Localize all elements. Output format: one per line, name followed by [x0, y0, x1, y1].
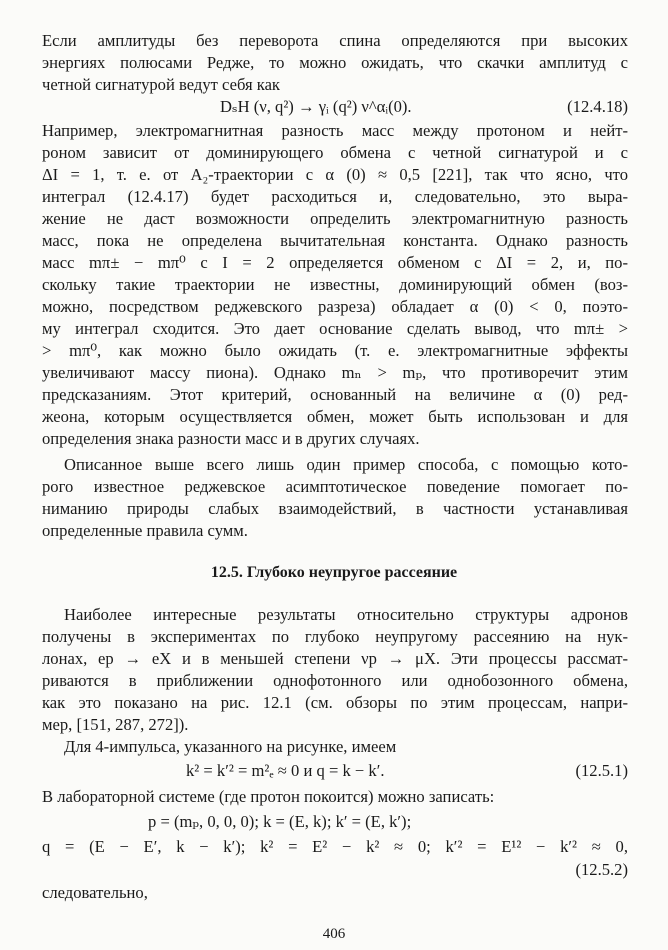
text-line: В лабораторной системе (где протон покоится) можно записать: — [42, 787, 495, 806]
text-line: Если амплитуды без переворота спина определяются при высоких — [42, 31, 628, 50]
text-line: риваются в приближении однофотонного или однобозонного обмена, — [42, 671, 628, 690]
text-line: рого известное реджевское асимптотическое поведение помогает по- — [42, 477, 628, 496]
text-line: предсказаниям. Этот критерий, основанный на величине α (0) ред- — [42, 385, 628, 404]
text-line: определенные правила сумм. — [42, 521, 248, 540]
text-line: му интеграл сходится. Это дает основание сделать вывод, что mπ± > — [42, 319, 628, 338]
text-line: ниманию природы слабых взаимодействий, в частности устанавливая — [42, 499, 628, 518]
text-line: жение не даст возможности определить электромагнитную разность — [42, 209, 628, 228]
text-line: ΔI = 1, т. е. от A₂-траектории с α (0) ≈ 0,5 [221], так что ясно, что — [42, 165, 628, 184]
text-line: энергиях полюсами Редже, то можно ожидать, что скачки амплитуд с — [42, 53, 628, 72]
text-line: роном зависит от доминирующего обмена с четной сигнатурой и с — [42, 143, 628, 162]
text-line: масс mπ± − mπ⁰ с I = 2 определяется обменом с ΔI = 2, и, по- — [42, 253, 628, 272]
equation-number: (12.4.18) — [567, 97, 628, 116]
text-line: лонах, ep → eX и в меньшей степени νp → μX. Эти процессы рассмат- — [42, 649, 628, 668]
text-line: Описанное выше всего лишь один пример способа, с помощью кото- — [64, 455, 628, 474]
text-line: как это показано на рис. 12.1 (см. обзоры по этим процессам, напри- — [42, 693, 628, 712]
equation-12-5-2-line1: p = (mₚ, 0, 0, 0); k = (E, k); k′ = (E, k′); — [148, 812, 412, 831]
equation-number: (12.5.1) — [575, 761, 628, 780]
text-line: увеличивают массу пиона). Однако mₙ > mₚ, что противоречит этим — [42, 363, 628, 382]
text-line: мер, [151, 287, 272]). — [42, 715, 189, 734]
equation-12-5-1: k² = k′² = m²ₑ ≈ 0 и q = k − k′. — [186, 761, 385, 780]
text-line: четной сигнатурой ведут себя как — [42, 75, 280, 94]
text-line: масс, пока не определена вычитательная константа. Однако разность — [42, 231, 628, 250]
text-line: > mπ⁰, как можно было ожидать (т. е. электромагнитные эффекты — [42, 341, 628, 360]
text-line: можно, посредством реджевского разреза) обладает α (0) < 0, поэто- — [42, 297, 628, 316]
text-line: определения знака разности масс и в других случаях. — [42, 429, 420, 448]
text-line: скольку такие траектории не известны, доминирующий обмен (воз- — [42, 275, 628, 294]
section-heading: 12.5. Глубоко неупругое рассеяние — [210, 564, 458, 581]
text-line: следовательно, — [42, 883, 148, 902]
page-number: 406 — [322, 926, 346, 942]
equation-12-4-18: DₛH (ν, q²) → γᵢ (q²) ν^αᵢ(0). — [220, 97, 412, 116]
text-line: Наиболее интересные результаты относительно структуры адронов — [64, 605, 628, 624]
text-line: получены в экспериментах по глубоко неупругому рассеянию на нук- — [42, 627, 628, 646]
equation-number: (12.5.2) — [575, 860, 628, 879]
text-line: Например, электромагнитная разность масс между протоном и нейт- — [42, 121, 628, 140]
text-line: Для 4-импульса, указанного на рисунке, имеем — [64, 737, 397, 756]
equation-12-5-2-line2: q = (E − E′, k − k′); k² = E² − k² ≈ 0; k′² = E¹² − k′² ≈ 0, — [42, 837, 628, 856]
text-line: интеграл (12.4.17) будет расходиться и, следовательно, это выра- — [42, 187, 628, 206]
text-line: жеона, которым осуществляется обмен, может быть использован и для — [42, 407, 628, 426]
